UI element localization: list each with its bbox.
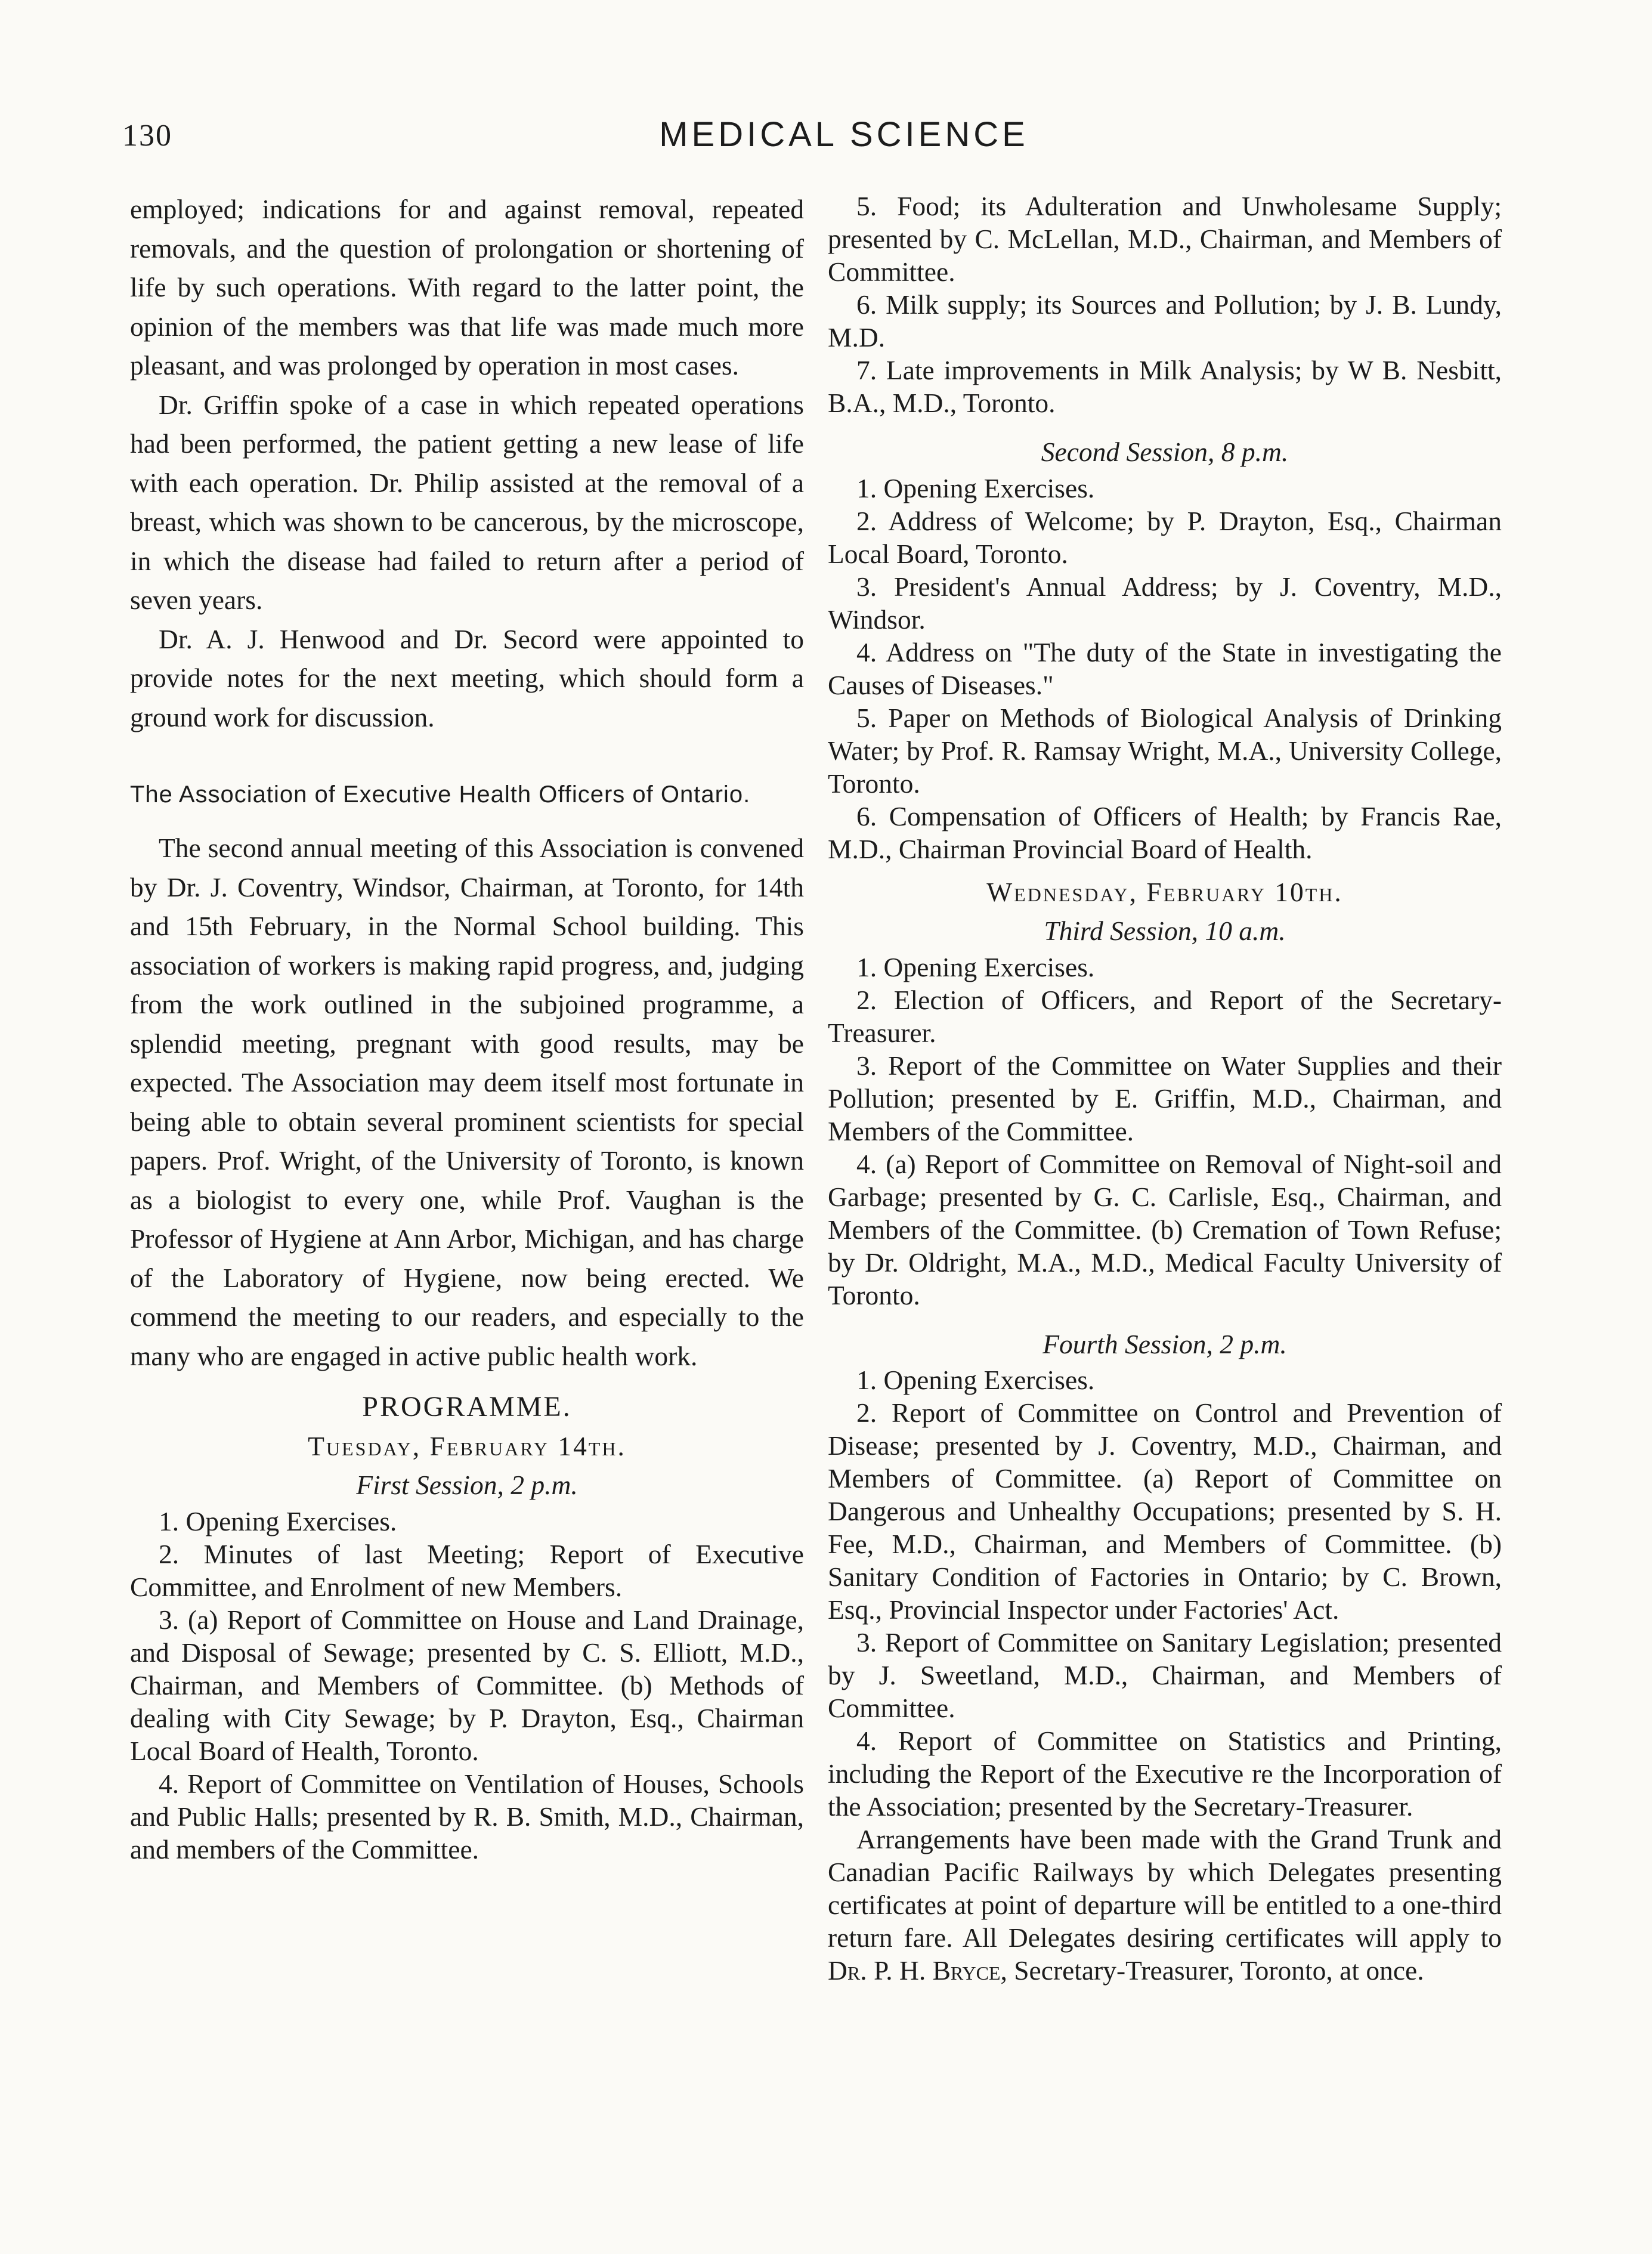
list-item: 6. Milk supply; its Sources and Pollution; by J. B. Lundy, M.D.: [828, 289, 1502, 353]
left-column: [130, 190, 804, 1866]
railway-text-end: , Secretary-Treasurer, Toronto, at once.: [1000, 1955, 1424, 1986]
list-item: 1. Opening Exercises.: [856, 472, 1095, 503]
list-item: 5. Paper on Methods of Biological Analysis of Drinking Water; by Prof. R. Ramsay Wright, M.A., University College, Toronto.: [828, 702, 1502, 799]
list-item: 1. Opening Exercises.: [856, 951, 1095, 982]
henwood-paragraph: Dr. A. J. Henwood and Dr. Secord were appointed to provide notes for the next meeting, which should form a ground work for discussion.: [130, 623, 804, 732]
list-item: 3. Report of the Committee on Water Supplies and their Pollution; presented by E. Griffin, M.D., Chairman, and Members of the Committee.: [828, 1050, 1502, 1146]
page-number: 130: [122, 119, 172, 153]
list-item: 3. (a) Report of Committee on House and Land Drainage, and Disposal of Sewage; presented by C. S. Elliott, M.D., Chairman, and Members of Committee. (b) Methods of dealing with City Sewage; by P. Drayton, Esq., Chairman Local Board of Health, Toronto.: [130, 1604, 804, 1766]
second-session-title: Second Session, 8 p.m.: [1041, 437, 1289, 467]
list-item: 2. Election of Officers, and Report of the Secretary-Treasurer.: [828, 984, 1502, 1048]
wednesday-heading: Wednesday, February 10th.: [986, 876, 1343, 907]
running-title: MEDICAL SCIENCE: [659, 115, 1029, 154]
list-item: 3. President's Annual Address; by J. Coventry, M.D., Windsor.: [828, 571, 1502, 635]
first-session-title: First Session, 2 p.m.: [356, 1470, 578, 1500]
list-item: 7. Late improvements in Milk Analysis; by W B. Nesbitt, B.A., M.D., Toronto.: [828, 355, 1502, 418]
list-item: 2. Minutes of last Meeting; Report of Executive Committee, and Enrolment of new Members.: [130, 1538, 804, 1602]
list-item: 4. (a) Report of Committee on Removal of Night-soil and Garbage; presented by G. C. Carlisle, Esq., Chairman, and Members of the Committee. (b) Cremation of Town Refuse; by Dr. Oldright, M.A., M.D., Medical Faculty University of Toronto.: [828, 1148, 1502, 1310]
continuation-paragraph: employed; indications for and against removal, repeated removals, and the question of prolongation or shortening of life by such operations. With regard to the latter point, the opinion of the members was that life was made much more pleasant, and was prolonged by operation in most cases.: [130, 194, 804, 381]
list-item: 4. Report of Committee on Ventilation of Houses, Schools and Public Halls; presented by R. B. Smith, M.D., Chairman, and members of the Committee.: [130, 1768, 804, 1865]
list-item: 4. Address on "The duty of the State in investigating the Causes of Diseases.": [828, 636, 1502, 700]
list-item: 5. Food; its Adulteration and Unwholesame Supply; presented by C. McLellan, M.D., Chairman, and Members of Committee.: [828, 191, 1502, 287]
tuesday-heading: Tuesday, February 14th.: [308, 1430, 626, 1461]
railway-paragraph: [828, 1823, 1502, 1987]
programme-title: PROGRAMME.: [362, 1391, 572, 1423]
list-item: 1. Opening Exercises.: [856, 1365, 1095, 1395]
fourth-session-title: Fourth Session, 2 p.m.: [1042, 1328, 1287, 1359]
list-item: 2. Report of Committee on Control and Prevention of Disease; presented by J. Coventry, M.D., Chairman, and Members of Committee. (a) Report of Committee on Dangerous and Unhealthy Occupations; presented by S. H. Fee, M.D., Chairman, and Members of Committee. (b) Sanitary Condition of Factories in Ontario; by C. Brown, Esq., Provincial Inspector under Factories' Act.: [828, 1397, 1502, 1625]
list-item: 1. Opening Exercises.: [159, 1505, 397, 1536]
list-item: 6. Compensation of Officers of Health; by Francis Rae, M.D., Chairman Provincial Board of Health.: [828, 800, 1502, 864]
list-item: 2. Address of Welcome; by P. Drayton, Esq., Chairman Local Board, Toronto.: [828, 505, 1502, 569]
railway-text-start: Arrangements have been made with the Grand Trunk and Canadian Pacific Railways by which Delegates presenting certificates at point of departure will be entitled to a one-third return fare. All Delegates desiring certificates will apply to: [828, 1824, 1502, 1953]
association-heading: The Association of Executive Health Officers of Ontario.: [130, 781, 751, 808]
list-item: 3. Report of Committee on Sanitary Legislation; presented by J. Sweetland, M.D., Chairman, and Members of Committee.: [828, 1627, 1502, 1723]
association-paragraph: The second annual meeting of this Association is convened by Dr. J. Coventry, Windsor, Chairman, at Toronto, for 14th and 15th February, in the Normal School building. This association of workers is making rapid progress, and, judging from the work outlined in the subjoined programme, a splendid meeting, pregnant with good results, may be expected. The Association may deem itself most fortunate in being able to obtain several prominent scientists for special papers. Prof. Wright, of the University of Toronto, is known as a biologist to every one, while Prof. Vaughan is the Professor of Hygiene at Ann Arbor, Michigan, and has charge of the Laboratory of Hygiene, now being erected. We commend the meeting to our readers, and especially to the many who are engaged in active public health work.: [130, 833, 804, 1371]
list-item: 4. Report of Committee on Statistics and Printing, including the Report of the Executive re the Incorporation of the Association; presented by the Secretary-Treasurer.: [828, 1726, 1502, 1822]
right-column: [828, 190, 1502, 1987]
railway-contact-name: Dr. P. H. Bryce: [828, 1955, 1001, 1986]
third-session-title: Third Session, 10 a.m.: [1044, 916, 1286, 946]
griffin-paragraph: Dr. Griffin spoke of a case in which repeated operations had been performed, the patient getting a new lease of life with each operation. Dr. Philip assisted at the removal of a breast, which was shown to be cancerous, by the microscope, in which the disease had failed to return after a period of seven years.: [130, 389, 804, 615]
